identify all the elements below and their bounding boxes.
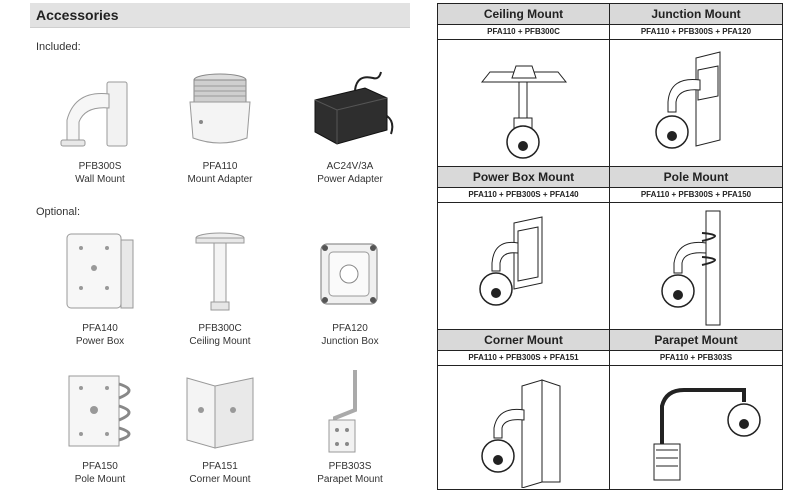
included-label: Included:: [36, 41, 81, 53]
optional-label: Optional:: [36, 206, 81, 218]
mount-adapter-icon: [165, 60, 275, 160]
power-box-mount-diagram-icon: [438, 203, 608, 329]
accessory-name: Ceiling Mount: [189, 336, 251, 347]
accessory-code: PFA120: [332, 323, 368, 334]
accessory-name: Wall Mount: [75, 174, 125, 185]
accessory-pole-mount: [45, 360, 155, 486]
accessory-code: PFA110: [202, 161, 238, 172]
accessory-name: Power Adapter: [317, 174, 383, 185]
mount-code: PFA110 + PFB300S + PFA140: [438, 188, 609, 203]
power-box-icon: [45, 222, 155, 322]
accessory-code: PFA140: [82, 323, 118, 334]
accessory-name: Mount Adapter: [187, 174, 253, 185]
mount-title: Power Box Mount: [438, 167, 609, 188]
accessory-junction-box: [295, 222, 405, 348]
mount-title: Corner Mount: [438, 330, 609, 351]
pole-mount-diagram-icon: [610, 203, 780, 329]
accessory-power-box: [45, 222, 155, 348]
mount-cell-ceiling: [438, 4, 610, 166]
accessory-corner-mount: [165, 360, 275, 486]
mount-title: Pole Mount: [610, 167, 782, 188]
mount-cell-parapet: [610, 330, 782, 489]
corner-mount-icon: [165, 360, 275, 460]
accessories-header: [30, 3, 410, 28]
accessory-name: Junction Box: [321, 336, 379, 347]
power-adapter-icon: [295, 60, 405, 160]
mount-cell-corner: [438, 330, 610, 489]
mount-code: PFA110 + PFB300C: [438, 25, 609, 40]
junction-mount-diagram-icon: [610, 40, 780, 166]
accessory-wall-mount: [45, 60, 155, 186]
ceiling-mount-diagram-icon: [438, 40, 608, 166]
accessory-parapet-mount: [295, 360, 405, 486]
mount-title: Ceiling Mount: [438, 4, 609, 25]
accessory-power-adapter: [295, 60, 405, 186]
mount-cell-pole: [610, 167, 782, 329]
wall-mount-icon: [45, 60, 155, 160]
accessory-code: PFB303S: [328, 461, 372, 472]
mount-code: PFA110 + PFB300S + PFA151: [438, 351, 609, 366]
accessory-code: PFA151: [202, 461, 238, 472]
mount-title: Parapet Mount: [610, 330, 782, 351]
pole-mount-icon: [45, 360, 155, 460]
mount-table: [437, 3, 783, 490]
accessory-name: Parapet Mount: [317, 474, 383, 485]
corner-mount-diagram-icon: [438, 366, 608, 488]
ceiling-mount-icon: [165, 222, 275, 322]
accessory-name: Power Box: [75, 336, 125, 347]
parapet-mount-diagram-icon: [610, 366, 780, 488]
accessory-code: PFB300S: [78, 161, 122, 172]
mount-cell-power-box: [438, 167, 610, 329]
accessories-title: Accessories: [36, 7, 119, 23]
accessory-name: Corner Mount: [189, 474, 251, 485]
accessory-code: PFB300C: [198, 323, 242, 334]
accessory-ceiling-mount: [165, 222, 275, 348]
mount-code: PFA110 + PFB300S + PFA120: [610, 25, 782, 40]
parapet-mount-icon: [295, 360, 405, 460]
mount-code: PFA110 + PFB300S + PFA150: [610, 188, 782, 203]
mount-cell-junction: [610, 4, 782, 166]
accessory-code: AC24V/3A: [326, 161, 374, 172]
junction-box-icon: [295, 222, 405, 322]
accessory-code: PFA150: [82, 461, 118, 472]
mount-code: PFA110 + PFB303S: [610, 351, 782, 366]
accessory-name: Pole Mount: [74, 474, 126, 485]
mount-title: Junction Mount: [610, 4, 782, 25]
accessory-mount-adapter: [165, 60, 275, 186]
